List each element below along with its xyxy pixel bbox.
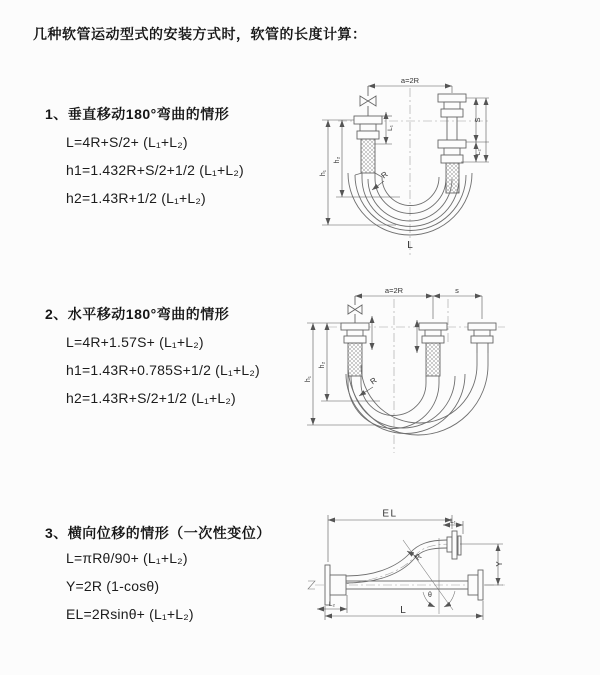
left-flange — [325, 565, 346, 605]
diagram-vertical-180-bend — [300, 70, 590, 270]
dim-y-label: Y — [495, 561, 504, 567]
section2-heading: 2、水平移动180°弯曲的情形 — [45, 306, 230, 322]
dim-l-label: L — [407, 240, 413, 251]
dim-l2-label: L₂ — [475, 148, 482, 156]
section3-heading: 3、横向位移的情形（一次性变位） — [45, 525, 271, 541]
section3-formula-el: EL=2Rsinθ+ (L₁+L₂) — [66, 606, 194, 622]
right-lower-flange — [468, 570, 483, 600]
dim-a2r-label: a=2R — [384, 286, 404, 295]
section1-heading: 1、垂直移动180°弯曲的情形 — [45, 106, 230, 122]
valve-icon — [348, 296, 362, 323]
section2-formula-h1: h1=1.43R+0.785S+1/2 (L₁+L₂) — [66, 362, 260, 378]
dim-s-label: S — [473, 117, 482, 123]
dim-l2-label: L₂ — [328, 601, 336, 608]
dim-r-label: R — [368, 375, 379, 387]
dimensions — [317, 515, 503, 620]
diagram-lateral-displacement — [303, 498, 598, 658]
dim-r-label: R — [379, 169, 390, 181]
section1-formula-l: L=4R+S/2+ (L₁+L₂) — [66, 134, 188, 150]
dim-h1-label: h₁ — [320, 169, 327, 177]
section3-formula-y: Y=2R (1-cosθ) — [66, 578, 160, 594]
page-title: 几种软管运动型式的安装方式时，软管的长度计算： — [33, 26, 367, 42]
dim-h1-label: h₁ — [305, 375, 312, 383]
dim-s-label: s — [455, 286, 459, 295]
dim-h2-label: h₂ — [334, 156, 341, 164]
dim-h2-label: h₂ — [319, 361, 326, 369]
section2-formula-h2: h2=1.43R+S/2+1/2 (L₁+L₂) — [66, 390, 236, 406]
section1-formula-h2: h2=1.43R+1/2 (L₁+L₂) — [66, 190, 206, 206]
dim-l1-label: L₁ — [387, 125, 394, 131]
dim-a2r-label: a=2R — [400, 76, 420, 85]
middle-fitting — [419, 323, 447, 376]
section2-formula-l: L=4R+1.57S+ (L₁+L₂) — [66, 334, 204, 350]
section1-formula-h1: h1=1.432R+S/2+1/2 (L₁+L₂) — [66, 162, 244, 178]
right-fitting — [438, 94, 466, 193]
dim-el-label: EL — [382, 508, 398, 520]
hose-bend — [346, 353, 488, 435]
dim-theta-label: θ — [428, 592, 432, 599]
diagram-horizontal-180-bend — [300, 283, 600, 463]
left-fitting — [354, 116, 382, 173]
section3-formula-l: L=πRθ/90+ (L₁+L₂) — [66, 550, 188, 566]
dim-l-label: L — [400, 605, 406, 616]
left-fitting — [341, 323, 369, 376]
right-fitting — [468, 323, 496, 353]
valve-icon — [360, 86, 376, 116]
upper-flange — [447, 531, 461, 559]
dim-r-label: R — [413, 552, 424, 563]
dim-l1-label: L₁ — [450, 518, 456, 525]
